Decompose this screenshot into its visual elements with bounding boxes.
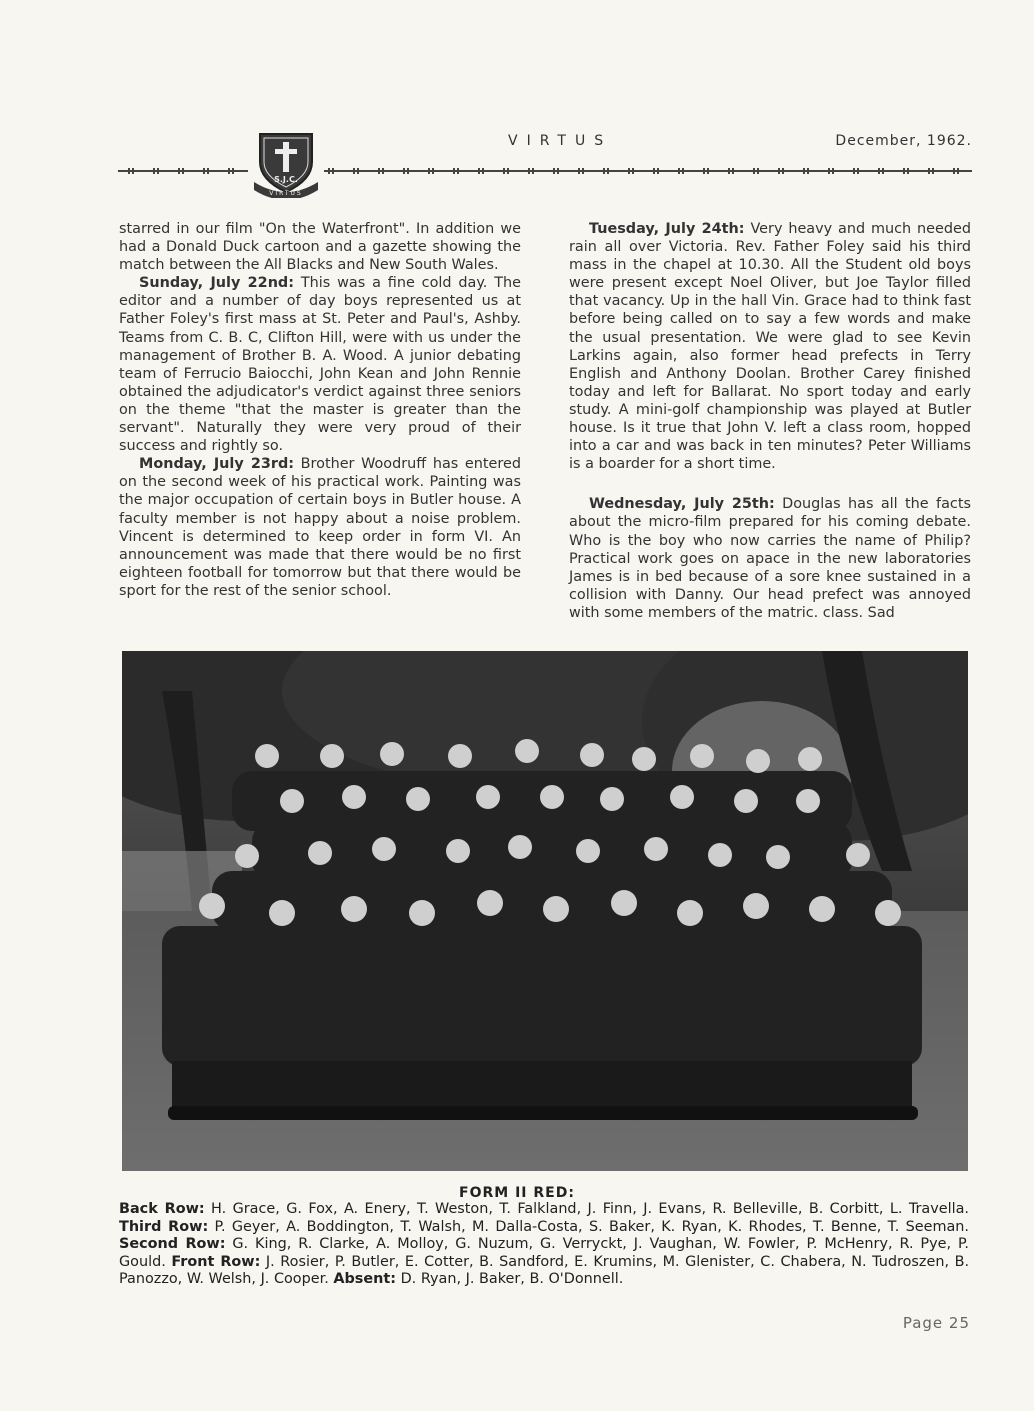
caption-row-names: H. Grace, G. Fox, A. Enery, T. Weston, T. Falkland, J. Finn, J. Evans, R. Belleville, B. Corbitt, L. Travella. <box>204 1201 969 1217</box>
crest-badge-text: S.J.C. <box>274 175 298 184</box>
caption-row-label: Front Row: <box>171 1253 261 1270</box>
caption-row-names: P. Geyer, A. Boddington, T. Walsh, M. Dalla-Costa, S. Baker, K. Ryan, K. Rhodes, T. Benne, T. Seeman. <box>208 1218 970 1235</box>
left-paragraph-1: starred in our film "On the Waterfront". In addition we had a Donald Duck cartoon and a gazette showing the match between the All Blacks and New South Wales. <box>119 221 521 274</box>
class-group-photo <box>122 651 968 1171</box>
left-column <box>119 220 521 600</box>
caption-row-names: G. King, R. Clarke, A. Molloy, G. Nuzum, G. Verryckt, J. Vaughan, W. Fowler, P. McHenry, R. Pye, P. Gould. <box>119 1236 969 1270</box>
header-rule <box>118 168 972 174</box>
caption-row-label: Second Row: <box>119 1236 226 1253</box>
right-paragraph-wednesday <box>569 495 971 622</box>
page-number: Page 25 <box>902 1314 970 1332</box>
entry-text: This was a fine cold day. The editor and a number of day boys represented us at Father Foley's first mass at St. Peter and Paul's, Ashby. Teams from C. B. C, Clifton Hill, were with us under the management of Brother B. A. Wood. A junior debating team of Ferrucio Baiocchi, John Kean and John Rennie obtained the adjudicator's verdict against three seniors on the theme "that the master is greater than the servant". Naturally they were very proud of their success and rightly so. <box>119 275 521 455</box>
entry-heading: Sunday, July 22nd: <box>139 275 294 292</box>
issue-date: December, 1962. <box>835 133 972 149</box>
caption-row-label: Third Row: <box>119 1218 209 1235</box>
entry-heading: Tuesday, July 24th: <box>589 221 745 237</box>
entry-heading: Wednesday, July 25th: <box>589 496 775 513</box>
caption-row-label: Absent: <box>333 1271 397 1288</box>
caption-row-names: J. Rosier, P. Butler, E. Cotter, B. Sandford, E. Krumins, M. Glenister, C. Chabera, N. Tudroszen, B. Panozzo, W. Welsh, J. Cooper. <box>119 1253 970 1288</box>
entry-text: Very heavy and much needed rain all over Victoria. Rev. Father Foley said his third mass in the chapel at 10.30. All the Student old boys were present except Noel Oliver, but Joe Taylor filled that vacancy. Up in the hall Vin. Grace had to think fast before being called on to say a few words and make the usual presentation. We were glad to see Kevin Larkins again, also former head prefects in Terry English and Anthony Doolan. Brother Carey finished today and left for Ballarat. No sport today and early study. A mini-golf championship was played at Butler house. Is it true that John V. left a class room, hopped into a car and was back in ten minutes? Peter Williams is a boarder for a short time. <box>569 221 971 473</box>
left-paragraph-monday <box>119 455 521 600</box>
school-crest-icon <box>248 122 324 198</box>
photo-caption <box>119 1201 969 1289</box>
right-paragraph-tuesday <box>569 220 971 473</box>
class-group-photo-icon <box>122 651 968 1171</box>
caption-row-label: Back Row: <box>119 1201 205 1217</box>
right-column <box>569 220 971 622</box>
left-paragraph-sunday <box>119 274 521 455</box>
entry-heading: Monday, July 23rd: <box>139 456 295 473</box>
crest-motto-text: VIRTUS <box>269 190 303 197</box>
entry-text: Brother Woodruff has entered on the second week of his practical work. Painting was the major occupation of certain boys in Butler house. A faculty member is not happy about a noise problem. Vincent is determined to keep order in form VI. An announcement was made that there would be no first eighteen football for tomorrow but that there would be sport for the rest of the senior school. <box>119 456 521 599</box>
masthead-title: VIRTUS <box>508 133 613 149</box>
entry-text: Douglas has all the facts about the micro-film prepared for his coming debate. Who is the boy who now carries the name of Philip? Practical work goes on apace in the new laboratories James is in bed because of a sore knee sustained in a collision with Danny. Our head prefect was annoyed with some members of the matric. class. Sad <box>569 496 971 621</box>
caption-row-names: D. Ryan, J. Baker, B. O'Donnell. <box>396 1271 624 1288</box>
photo-caption-title: FORM II RED: <box>459 1185 575 1201</box>
